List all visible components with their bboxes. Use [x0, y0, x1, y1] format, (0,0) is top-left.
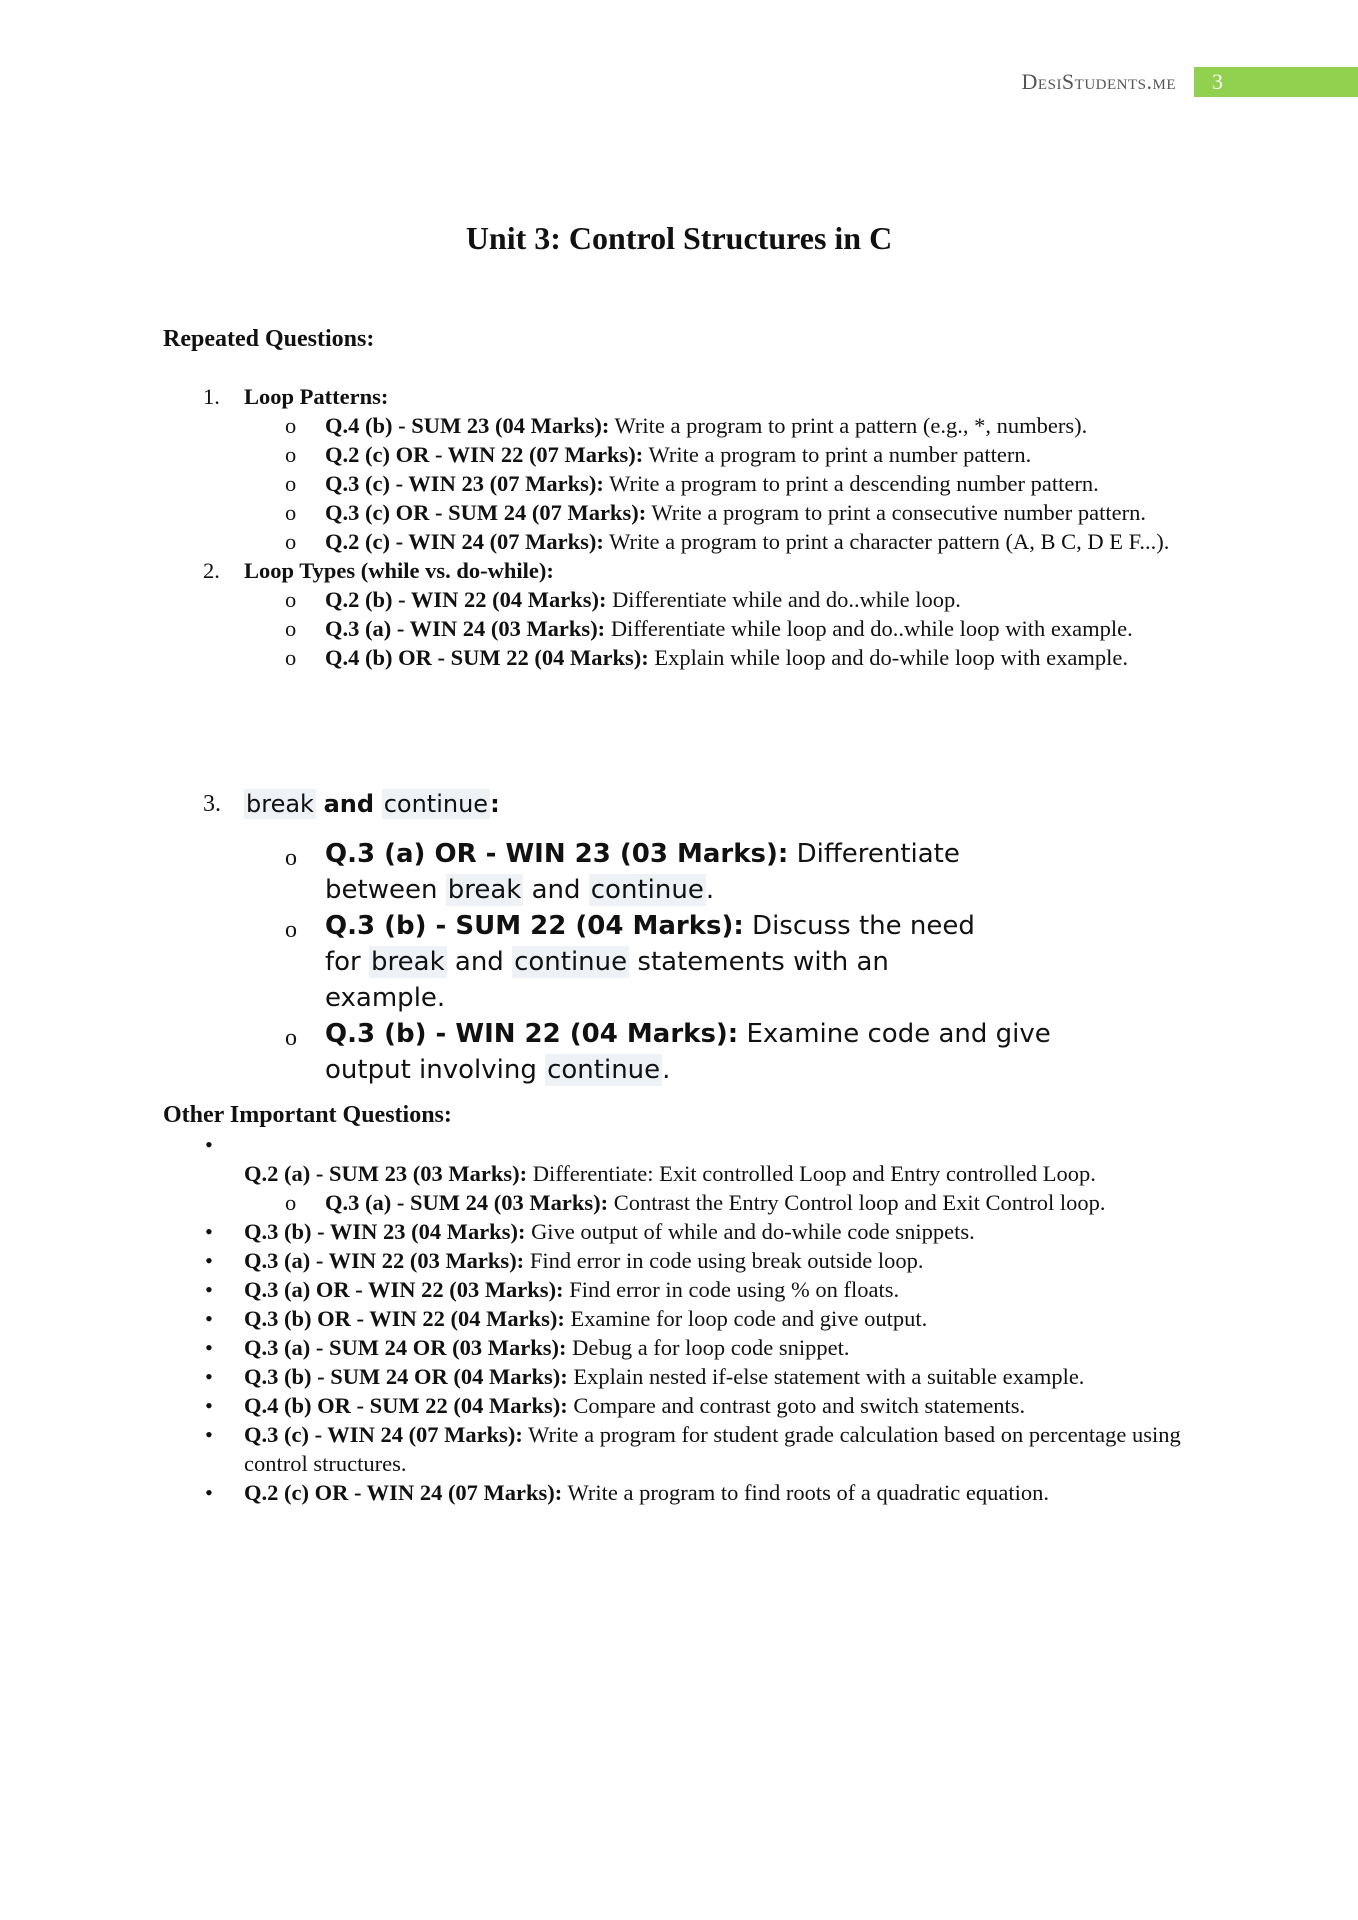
question-code: Q.3 (b) - SUM 24 OR (04 Marks): — [244, 1364, 568, 1389]
question-text: . — [705, 875, 715, 905]
list-item — [0, 411, 1358, 440]
list-number: 3. — [203, 791, 221, 817]
circle-bullet-icon: o — [285, 529, 297, 554]
question-code: Q.2 (c) - WIN 24 (07 Marks): — [325, 529, 604, 554]
question-code: Q.2 (b) - WIN 22 (04 Marks): — [325, 587, 607, 612]
circle-bullet-icon: o — [285, 500, 297, 525]
other-questions-list — [0, 1130, 1358, 1507]
list-item — [0, 614, 1358, 643]
question-text: Differentiate: Exit controlled Loop and Entry controlled Loop. — [527, 1161, 1096, 1186]
question-text: Examine for loop code and give output. — [564, 1306, 928, 1331]
circle-bullet-icon: o — [285, 845, 297, 871]
question-text: Compare and contrast goto and switch statements. — [567, 1393, 1026, 1418]
list-item — [0, 585, 1358, 614]
list-item — [0, 469, 1358, 498]
bullet-icon: • — [205, 1335, 213, 1360]
question-code: Q.3 (a) - SUM 24 OR (03 Marks): — [244, 1335, 567, 1360]
bullet-icon: • — [205, 1480, 213, 1505]
list-item — [0, 498, 1358, 527]
list-item — [0, 440, 1358, 469]
question-code: Q.3 (c) OR - SUM 24 (07 Marks): — [325, 500, 647, 525]
list-item — [0, 1246, 1358, 1275]
list-item — [0, 1188, 1358, 1217]
page-header — [1022, 66, 1358, 98]
list-item — [0, 1130, 1358, 1159]
list-item — [0, 836, 1358, 908]
question-text: Explain nested if-else statement with a suitable example. — [567, 1364, 1085, 1389]
group-break-continue — [0, 786, 1358, 1088]
question-code: Q.3 (a) OR - WIN 23 (03 Marks): — [325, 839, 789, 869]
question-text: . — [662, 1055, 671, 1085]
list-item — [0, 1304, 1358, 1333]
group-label: Loop Types (while vs. do-while): — [244, 558, 554, 583]
page-number: 3 — [1212, 69, 1223, 94]
code-token: continue — [514, 947, 628, 977]
question-code: Q.3 (b) - SUM 22 (04 Marks): — [325, 911, 744, 941]
code-token: break — [371, 947, 445, 977]
list-number: 1. — [203, 384, 220, 409]
bullet-icon: • — [205, 1393, 213, 1418]
bullet-icon: • — [205, 1306, 213, 1331]
question-text: Find error in code using break outside loop. — [524, 1248, 924, 1273]
question-text: Find error in code using % on floats. — [563, 1277, 900, 1302]
list-item — [0, 643, 1358, 672]
list-item — [0, 1391, 1358, 1420]
page-title: Unit 3: Control Structures in C — [465, 220, 893, 256]
site-name: DesiStudents.me — [1021, 69, 1176, 94]
bullet-icon: • — [205, 1248, 213, 1273]
question-code: Q.2 (a) - SUM 23 (03 Marks): — [244, 1161, 528, 1186]
list-item — [0, 527, 1358, 556]
question-text: Examine code and give output involving — [325, 1019, 1051, 1085]
list-item — [0, 1333, 1358, 1362]
code-token: continue — [547, 1055, 661, 1085]
question-text: Explain while loop and do-while loop with example. — [648, 645, 1128, 670]
question-text: Differentiate between — [325, 839, 960, 905]
question-code: Q.2 (c) OR - WIN 24 (07 Marks): — [244, 1480, 563, 1505]
question-code: Q.4 (b) - SUM 23 (04 Marks): — [325, 413, 610, 438]
question-text: and — [446, 947, 513, 977]
question-code: Q.3 (a) OR - WIN 22 (03 Marks): — [244, 1277, 564, 1302]
other-heading: Other Important Questions: — [163, 1102, 452, 1128]
code-continue: continue — [383, 790, 489, 818]
list-number: 2. — [203, 558, 220, 583]
list-item — [0, 908, 1358, 1016]
question-text: Write a program to print a descending number pattern. — [603, 471, 1099, 496]
group-label: Loop Patterns: — [244, 384, 389, 409]
question-text: Give output of while and do-while code snippets. — [525, 1219, 975, 1244]
circle-bullet-icon: o — [285, 1025, 297, 1051]
question-code: Q.3 (a) - WIN 22 (03 Marks): — [244, 1248, 525, 1273]
question-text: Differentiate while loop and do..while loop with example. — [605, 616, 1133, 641]
question-text: and — [523, 875, 589, 905]
bullet-icon: • — [205, 1422, 213, 1447]
page-number-badge — [1194, 67, 1358, 97]
question-code: Q.3 (b) OR - WIN 22 (04 Marks): — [244, 1306, 565, 1331]
circle-bullet-icon: o — [285, 917, 297, 943]
circle-bullet-icon: o — [285, 413, 297, 438]
code-token: continue — [590, 875, 704, 905]
circle-bullet-icon: o — [285, 442, 297, 467]
circle-bullet-icon: o — [285, 616, 297, 641]
question-text: Debug a for loop code snippet. — [566, 1335, 850, 1360]
question-code: Q.3 (c) - WIN 23 (07 Marks): — [325, 471, 604, 496]
question-text: Write a program to print a pattern (e.g., *, numbers). — [609, 413, 1088, 438]
question-text: Differentiate while and do..while loop. — [606, 587, 961, 612]
repeated-heading: Repeated Questions: — [163, 326, 375, 352]
question-code: Q.3 (a) - SUM 24 (03 Marks): — [325, 1190, 609, 1215]
bullet-icon: • — [205, 1132, 213, 1157]
question-text: Write a program to print a consecutive number pattern. — [646, 500, 1146, 525]
question-text: Write a program to print a character pattern (A, B C, D E F...). — [603, 529, 1170, 554]
question-text: Write a program to find roots of a quadratic equation. — [562, 1480, 1049, 1505]
group-label-and: and — [323, 790, 375, 818]
list-item — [0, 1275, 1358, 1304]
circle-bullet-icon: o — [285, 471, 297, 496]
group-label-colon: : — [490, 790, 500, 818]
circle-bullet-icon: o — [285, 645, 297, 670]
list-item — [0, 1016, 1358, 1088]
question-text: Discuss the need for — [325, 911, 975, 977]
bullet-icon: • — [205, 1277, 213, 1302]
question-code: Q.3 (a) - WIN 24 (03 Marks): — [325, 616, 606, 641]
question-text: Write a program to print a number pattern. — [643, 442, 1032, 467]
code-token: break — [447, 875, 522, 905]
circle-bullet-icon: o — [285, 587, 297, 612]
list-item — [0, 1217, 1358, 1246]
bullet-icon: • — [205, 1364, 213, 1389]
question-code: Q.4 (b) OR - SUM 22 (04 Marks): — [325, 645, 649, 670]
question-code: Q.3 (b) - WIN 22 (04 Marks): — [325, 1019, 739, 1049]
list-item — [0, 1362, 1358, 1391]
list-item — [0, 1420, 1358, 1478]
list-item — [0, 1159, 1358, 1188]
group-loop-patterns — [0, 382, 1358, 672]
question-code: Q.2 (c) OR - WIN 22 (07 Marks): — [325, 442, 644, 467]
question-text: Write a program for student grade calculation based on percentage using control structures. — [244, 1422, 1181, 1476]
question-code: Q.4 (b) OR - SUM 22 (04 Marks): — [244, 1393, 568, 1418]
question-code: Q.3 (b) - WIN 23 (04 Marks): — [244, 1219, 526, 1244]
circle-bullet-icon: o — [285, 1190, 297, 1215]
question-text: Contrast the Entry Control loop and Exit Control loop. — [608, 1190, 1106, 1215]
list-item — [0, 1478, 1358, 1507]
question-code: Q.3 (c) - WIN 24 (07 Marks): — [244, 1422, 523, 1447]
bullet-icon: • — [205, 1219, 213, 1244]
question-text: statements with an example. — [325, 947, 889, 1013]
code-break: break — [246, 790, 314, 818]
